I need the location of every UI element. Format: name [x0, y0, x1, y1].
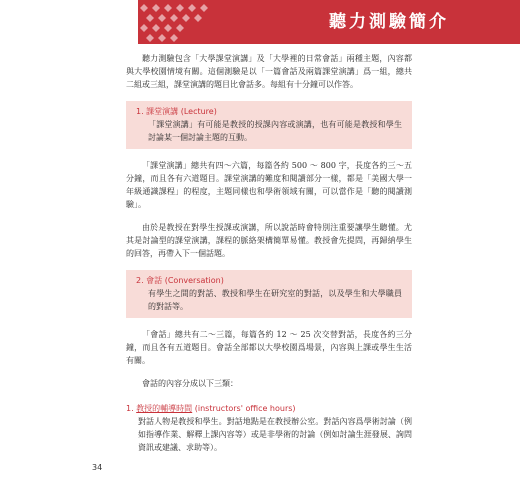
office-hours-suffix: (instructors' office hours): [192, 404, 296, 413]
diamond-pattern-icon: [138, 0, 220, 44]
conversation-paragraph-1: 「會話」總共有二～三篇，每篇各約 12 ～ 25 次交替對話，長度各約三分鐘，而且各有五道題目。會話全部都以大學校園爲場景，內容與上課或學生生活有關。: [126, 330, 412, 365]
office-hours-heading: [126, 402, 412, 415]
intro-paragraph: 聽力測驗包含「大學課堂演講」及「大學裡的日常會話」兩種主題，內容都與大學校園情境有關。這個測驗是以「一篇會話及兩篇課堂演講」爲一組，總共二組或三組，課堂演講的題目比會話多。每組有十分鐘可以作答。: [126, 54, 412, 89]
conversation-box-text: 有學生之間的對話、教授和學生在研究室的對話，以及學生和大學職員的對話等。: [148, 289, 402, 311]
lecture-heading: 1. 課堂演講 (Lecture): [136, 107, 217, 116]
title-banner: [138, 0, 520, 44]
office-hours-prefix: 1.: [126, 404, 137, 413]
conversation-heading: 2. 會話 (Conversation): [136, 276, 224, 285]
main-content: [126, 52, 412, 454]
conversation-box: [126, 270, 412, 318]
conversation-paragraph-2: 會話的內容分成以下三類：: [142, 379, 238, 388]
lecture-paragraph-2: 由於是教授在對學生授課或演講，所以說話時會特別注重要讓學生聽懂。尤其是討論型的課堂演講，課程的脈絡架構簡單易懂。教授會先提問，再歸納學生的回答，再帶入下一個話題。: [126, 223, 412, 258]
office-hours-underlined: 教授的輔導時間: [136, 404, 193, 413]
page-title: 聽力測驗簡介: [329, 12, 449, 32]
lecture-box-text: 「課堂演講」有可能是教授的授課內容或演講，也有可能是教授和學生討論某一個討論主題的互動。: [148, 120, 402, 142]
lecture-box: [126, 101, 412, 149]
lecture-paragraph-1: 「課堂演講」總共有四～六篇，每篇各約 500 ～ 800 字，長度各約三～五分鐘，而且各有六道題目。課堂演講的難度和閱讀部分一樣，都是「美國大學一年級通識課程」的程度，主題同樣也和學術領域有關，可以當作是「聽的閱讀測驗」。: [126, 161, 412, 209]
office-hours-text: 對話人物是教授和學生。對話地點是在教授辦公室。對話內容爲學術討論（例如指導作業、解釋上課內容等）或是非學術的討論（例如討論生涯發展、詢問資訊或建議、求助等）。: [138, 417, 412, 452]
page-number: 34: [92, 463, 103, 472]
